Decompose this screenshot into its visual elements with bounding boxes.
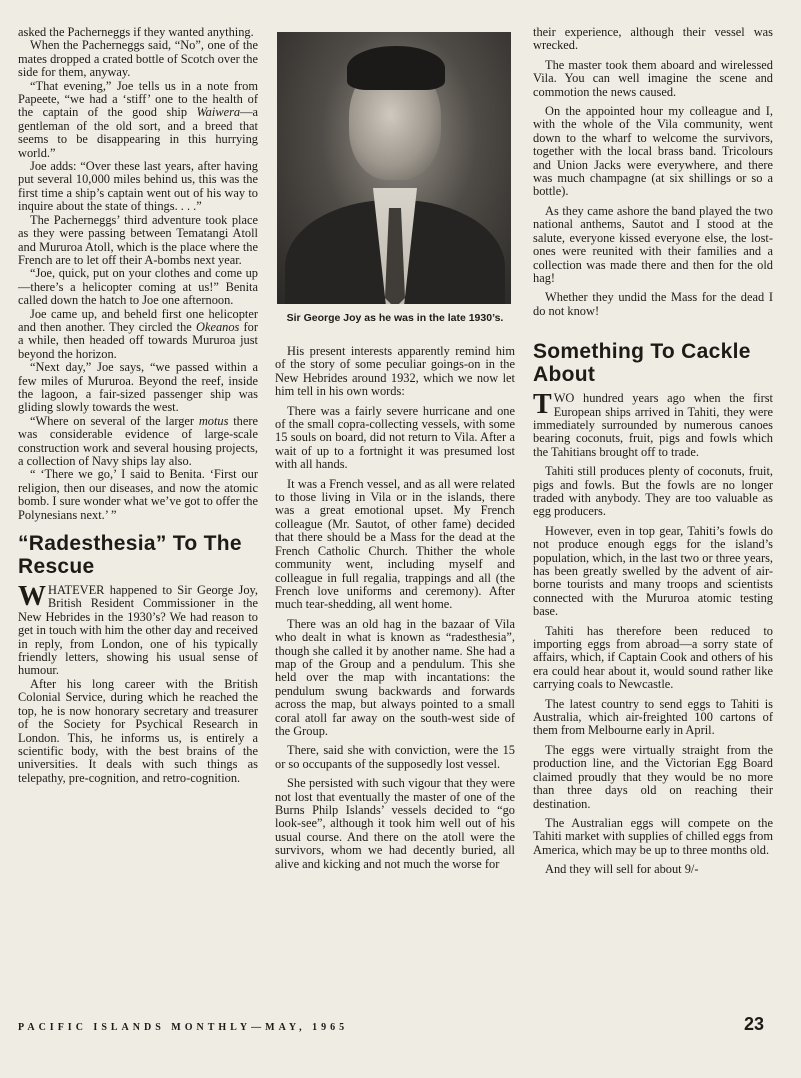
paragraph: asked the Pacherneggs if they wanted anything. (18, 25, 254, 39)
paragraph: “That evening,” Joe tells us in a note from Papeete, “we had a ‘stiff’ one to the health of the captain of the good ship Waiwera—a gentleman of the old sort, and a breed that seems to be disappearing in this hurrying world.” (18, 78, 258, 160)
paragraph: The latest country to send eggs to Tahiti is Australia, which air-freighted 100 cartons of them from Melbourne early in April. (533, 696, 773, 738)
article-heading-radesthesia: “Radesthesia” To The Rescue (18, 532, 242, 579)
paragraph: On the appointed hour my colleague and I, with the whole of the Vila community, went down to the wharf to welcome the survivors, together with the local brass band. Tricolours and Union Jacks were everywhere, and there was much champagne (at six shillings or so a bottle). (533, 104, 773, 199)
paragraph: The eggs were virtually straight from the production line, and the Victorian Egg Board claimed proudly that they would be no more than three days old on reaching their destination. (533, 742, 773, 811)
drop-cap: W (18, 581, 46, 613)
paragraph: Tahiti still produces plenty of coconuts, fruit, pigs and fowls. But the fowls are no longer traded with anybody. They are too valuable as egg producers. (533, 464, 773, 519)
paragraph: WHATEVER happened to Sir George Joy, British Resident Commissioner in the New Hebrides in the 1930’s? We had reason to get in touch with him the other day and received in reply, from London, one of his typically friendly letters, showing his usual sense of humour. (18, 581, 258, 678)
portrait-photo (277, 32, 511, 304)
paragraph: The Pacherneggs’ third adventure took place as they were passing between Tematangi Atoll and Mururoa Atoll, which is the place where the French are to let off their A-bombs next year. (18, 212, 258, 267)
running-footer: PACIFIC ISLANDS MONTHLY—MAY, 1965 (18, 1022, 349, 1033)
paragraph: There was a fairly severe hurricane and one of the small copra-collecting vessels, with some 15 souls on board, did not return to Vila. After a wait of up to a fortnight it was presumed lost with all hands. (275, 403, 515, 472)
paragraph: The master took them aboard and wirelessed Vila. You can well imagine the scene and commotion the news caused. (533, 57, 773, 99)
paragraph: The Australian eggs will compete on the Tahiti market with supplies of chilled eggs from America, which may be up to three months old. (533, 815, 773, 857)
article-heading-cackle: Something To Cackle About (533, 340, 751, 387)
paragraph: When the Pacherneggs said, “No”, one of the mates dropped a crated bottle of Scotch over the side for them, anyway. (18, 38, 258, 80)
paragraph: His present interests apparently remind him of the story of some peculiar goings-on in the New Hebrides around 1932, which we now let him tell in his own words: (275, 344, 515, 399)
paragraph: It was a French vessel, and as all were related to those living in Vila or in the islands, there was a great emotional upset. My French colleague (Mr. Sautot, of other fame) decided that there should be a Mass for the dead at the French Catholic Church. Thither the whole community went, including myself and colleague in full regalia, trappings and all (the French love uniforms and ceremony). After much tear-shedding, all went home. (275, 476, 515, 612)
paragraph: There, said she with conviction, were the 15 or so occupants of the supposedly lost vessel. (275, 743, 515, 771)
paragraph: As they came ashore the band played the two national anthems, Sautot and I stood at the salute, everyone kissed everyone else, the lost-ones were reunited with their families and a collection was made there and then for the old hag! (533, 203, 773, 285)
column-right (533, 26, 773, 877)
column-left (18, 26, 258, 785)
column-middle (275, 26, 515, 871)
page-number: 23 (744, 1014, 765, 1034)
paragraph: After his long career with the British Colonial Service, during which he reached the top, he is now honorary secretary and treasurer of the Society for Psychical Research in London. This, he informs us, is entirely a scientific body, with the best brains of the universities. It deals with such things as telepathy, pre-cognition, and retro-cognition. (18, 676, 258, 785)
paragraph: Tahiti has therefore been reduced to importing eggs from abroad—a sorry state of affairs, which, if Captain Cook and others of his era could hear about it, would sound rather like carrying coals to Newcastle. (533, 623, 773, 692)
paragraph: Whether they undid the Mass for the dead I do not know! (533, 290, 773, 318)
paragraph: “ ‘There we go,’ I said to Benita. ‘First our religion, then our diseases, and now the atomic bomb. I sure wonder what we’ve got to offer the Polynesians next.’ ” (18, 467, 258, 522)
paragraph: “Next day,” Joe says, “we passed within a few miles of Mururoa. Beyond the reef, inside the lagoon, a fair-sized passenger ship was gliding slowly towards the west. (18, 360, 258, 415)
paragraph: However, even in top gear, Tahiti’s fowls do not produce enough eggs for the island’s population, which, in the last two or three years, has been greatly swelled by the advent of air-borne tourists and many troops and scientists connected with the Mururoa atomic testing base. (533, 523, 773, 619)
paragraph: their experience, although their vessel was wrecked. (533, 25, 773, 53)
paragraph: There was an old hag in the bazaar of Vila who dealt in what is known as “radesthesia”, though she called it by another name. She had a map of the Group and a pendulum. This she held over the map with incantations: the pendulum swung backwards and forwards across the map, but always pointed to a small coral atoll far away on the south-west side of the Group. (275, 616, 515, 738)
paragraph: “Joe, quick, put on your clothes and come up—there’s a helicopter coming at us!” Benita called down the hatch to Joe one afternoon. (18, 266, 258, 308)
paragraph: She persisted with such vigour that they were not lost that eventually the master of one of the Burns Philp Islands’ vessels decided to “go look-see”, although it took him well out of his usual course. And there on the atoll were the survivors, whom we had decently buried, all alive and kicking and not much the worse for (275, 776, 515, 871)
paragraph: And they will sell for about 9/- (545, 862, 699, 877)
paragraph: TWO hundred years ago when the first European ships arrived in Tahiti, they were immediately surrounded by numerous canoes bearing coconuts, fruit, pigs and fowls which the Tahitians brought off to trade. (533, 389, 773, 459)
paragraph: Joe adds: “Over these last years, after having put several 10,000 miles behind us, this was the first time a ship’s captain went out of his way to inquire about the state of things. . . .” (18, 159, 258, 214)
italic-word: motus (198, 413, 229, 428)
drop-cap: T (533, 389, 552, 421)
ship-name: Okeanos (196, 319, 240, 334)
ship-name: Waiwera (196, 105, 241, 120)
paragraph: “Where on several of the larger motus there was considerable evidence of large-scale construction work and several housing projects, a collection of Navy ships lay also. (18, 413, 258, 468)
photo-caption: Sir George Joy as he was in the late 1930’s. (286, 312, 504, 324)
paragraph: Joe came up, and beheld first one helicopter and then another. They circled the Okeanos for a while, then headed off towards Mururoa just beyond the horizon. (18, 306, 258, 361)
